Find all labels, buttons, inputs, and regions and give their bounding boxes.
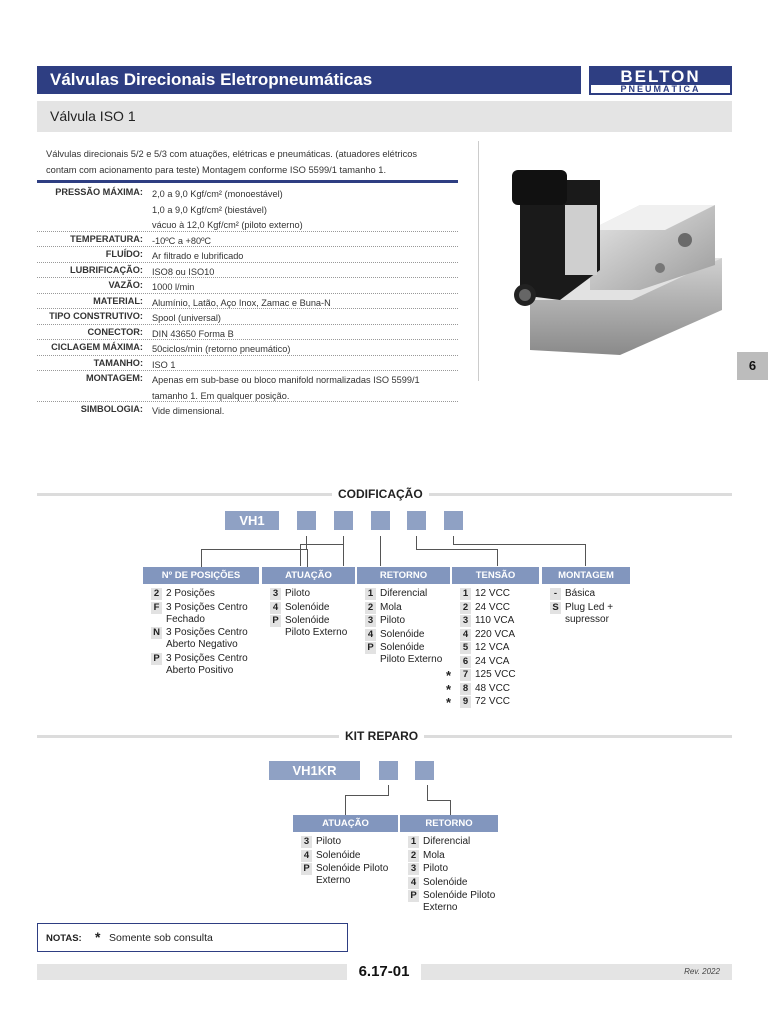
option-key: 3 xyxy=(301,836,312,848)
spec-label: TEMPERATURA: xyxy=(70,233,143,244)
option-list xyxy=(550,588,632,627)
option-item xyxy=(408,836,500,848)
option-text: Solenóide xyxy=(380,628,425,640)
option-item xyxy=(408,890,500,914)
option-key: P xyxy=(151,653,162,665)
connector-mounting-a xyxy=(453,536,454,544)
revision: Rev. 2022 xyxy=(684,967,720,976)
option-key: - xyxy=(550,588,561,600)
option-item xyxy=(151,602,261,626)
option-key: 2 xyxy=(365,602,376,614)
kit-slot-actuation xyxy=(379,761,398,780)
spec-value xyxy=(152,187,462,234)
option-key: 4 xyxy=(460,629,471,641)
option-key: 7 xyxy=(460,669,471,681)
spec-value-line: 1000 l/min xyxy=(152,282,195,292)
spec-value-line: Apenas em sub-base ou bloco manifold normalizadas ISO 5599/1 xyxy=(152,375,420,385)
kit-connector-e xyxy=(427,800,450,801)
spec-value-line: Spool (universal) xyxy=(152,313,221,323)
page-title: Válvulas Direcionais Eletropneumáticas xyxy=(50,70,373,89)
option-key: S xyxy=(550,602,561,614)
kit-connector-c xyxy=(345,795,346,815)
option-item xyxy=(446,668,541,683)
column-header: RETORNO xyxy=(357,567,450,584)
spec-separator xyxy=(37,339,458,340)
option-key: 5 xyxy=(460,642,471,654)
option-item xyxy=(365,642,452,666)
coding-slot-return xyxy=(371,511,390,530)
option-item xyxy=(365,588,452,600)
spec-label: CONECTOR: xyxy=(87,326,143,337)
option-text: Piloto xyxy=(285,588,311,599)
option-text: 3 Posições Centro Aberto Negativo xyxy=(166,627,248,650)
option-item xyxy=(460,602,541,614)
option-item xyxy=(550,588,632,600)
option-star: * xyxy=(446,681,452,697)
option-key: P xyxy=(270,615,281,627)
spec-value-line: Ar filtrado e lubrificado xyxy=(152,251,244,261)
option-text: Piloto xyxy=(316,836,342,847)
option-text: Solenóide Piloto Externo xyxy=(423,890,496,913)
option-key: 1 xyxy=(365,588,376,600)
connector-actuation-c xyxy=(300,544,301,566)
option-item xyxy=(301,836,400,848)
option-list xyxy=(446,588,541,710)
connector-voltage-a xyxy=(416,536,417,549)
spec-rule xyxy=(37,180,458,183)
belton-logo xyxy=(589,66,732,95)
notes-text: Somente sob consulta xyxy=(109,932,213,944)
spec-value-line: 50ciclos/min (retorno pneumático) xyxy=(152,344,291,354)
option-key: 1 xyxy=(460,588,471,600)
spec-label: FLUÍDO: xyxy=(105,249,143,259)
coding-slot-positions xyxy=(297,511,316,530)
spec-label: LUBRIFICAÇÃO: xyxy=(70,264,143,275)
spec-separator xyxy=(37,355,458,356)
option-text: 12 VCA xyxy=(475,642,510,653)
spec-separator xyxy=(37,308,458,309)
coding-slot-mounting xyxy=(444,511,463,530)
page-number: 6.17-01 xyxy=(347,961,421,983)
option-item xyxy=(408,877,500,889)
option-text: Solenóide xyxy=(316,849,361,861)
spec-label: MATERIAL: xyxy=(93,295,143,306)
option-key: 4 xyxy=(408,877,419,889)
valve-product-image xyxy=(500,150,725,360)
connector-mounting-c xyxy=(585,544,586,566)
option-list xyxy=(365,588,452,668)
option-key: 9 xyxy=(460,696,471,708)
kit-connector-a xyxy=(388,785,389,795)
spec-value-line: Vide dimensional. xyxy=(152,406,225,416)
option-text: 2 Posições xyxy=(166,588,215,599)
option-key: 3 xyxy=(365,615,376,627)
connector-voltage-c xyxy=(497,549,498,566)
column-header: ATUAÇÃO xyxy=(293,815,398,832)
kit-slot-return xyxy=(415,761,434,780)
spec-value-line: ISO8 ou ISO10 xyxy=(152,266,215,277)
intro-line-1: Válvulas direcionais 5/2 e 5/3 com atuações, elétricas e pneumáticas. (atuadores elétricos xyxy=(46,149,418,159)
spec-label: TAMANHO: xyxy=(93,357,143,368)
option-text: 24 VCC xyxy=(475,601,511,613)
connector-actuation-b xyxy=(300,544,344,545)
option-key: F xyxy=(151,602,162,614)
subtitle-bar xyxy=(37,101,732,132)
option-text: 24 VCA xyxy=(475,655,510,667)
option-key: 4 xyxy=(301,850,312,862)
option-item xyxy=(365,615,452,627)
column-header: MONTAGEM xyxy=(542,567,630,584)
kit-title: KIT REPARO xyxy=(339,729,424,743)
option-item xyxy=(151,653,261,677)
option-key: 2 xyxy=(151,588,162,600)
option-text: 3 Posições Centro Aberto Positivo xyxy=(166,652,248,676)
option-text: Solenóide xyxy=(423,876,468,888)
spec-separator xyxy=(37,231,458,232)
option-text: Solenóide Piloto Externo xyxy=(316,863,389,886)
option-text: 220 VCA xyxy=(475,628,516,640)
option-text: 48 VCC xyxy=(475,682,511,694)
option-text: Piloto xyxy=(423,863,449,874)
option-text: 3 Posições Centro Fechado xyxy=(166,601,248,625)
option-text: 12 VCC xyxy=(475,588,511,599)
coding-title: CODIFICAÇÃO xyxy=(332,487,429,501)
spec-label: MONTAGEM: xyxy=(86,373,143,383)
connector-voltage-b xyxy=(416,549,497,550)
option-item xyxy=(270,615,357,639)
option-key: 2 xyxy=(460,602,471,614)
logo-wordmark: BELTON xyxy=(591,68,730,85)
column-header: ATUAÇÃO xyxy=(262,567,355,584)
option-item xyxy=(270,588,357,600)
option-item xyxy=(301,850,400,862)
spec-value-line: DIN 43650 Forma B xyxy=(152,328,234,339)
intro-line-2: contam com acionamento para teste) Montagem conforme ISO 5599/1 tamanho 1. xyxy=(46,165,387,175)
option-list xyxy=(151,588,261,678)
option-text: Solenóide Piloto Externo xyxy=(380,642,443,665)
option-item xyxy=(460,588,541,600)
option-text: Mola xyxy=(423,849,445,861)
subtitle: Válvula ISO 1 xyxy=(50,108,136,124)
connector-positions xyxy=(201,549,308,567)
notes-label: NOTAS: xyxy=(46,933,82,944)
option-item xyxy=(270,602,357,614)
option-item xyxy=(408,850,500,862)
spec-value xyxy=(152,373,462,404)
spec-separator xyxy=(37,277,458,278)
option-item xyxy=(365,602,452,614)
spec-label: VAZÃO: xyxy=(108,280,143,290)
option-key: 8 xyxy=(460,683,471,695)
option-text: Básica xyxy=(565,588,596,599)
spec-value-line: Alumínio, Latão, Aço Inox, Zamac e Buna-N xyxy=(152,297,331,308)
option-item xyxy=(408,863,500,875)
option-key: N xyxy=(151,627,162,639)
spec-value-line: ISO 1 xyxy=(152,359,176,370)
option-text: Solenóide xyxy=(285,601,330,613)
spec-value-line: tamanho 1. Em qualquer posição. xyxy=(152,390,290,401)
spec-separator xyxy=(37,401,458,402)
spec-label: PRESSÃO MÁXIMA: xyxy=(55,187,143,197)
option-text: Mola xyxy=(380,601,402,613)
coding-slot-actuation xyxy=(334,511,353,530)
spec-separator xyxy=(37,246,458,247)
option-item xyxy=(151,588,261,600)
kit-connector-f xyxy=(450,800,451,815)
option-item xyxy=(460,656,541,668)
spec-separator xyxy=(37,324,458,325)
spec-value-line: vácuo à 12,0 Kgf/cm² (piloto externo) xyxy=(152,220,303,230)
coding-slot-voltage xyxy=(407,511,426,530)
column-header: RETORNO xyxy=(400,815,498,832)
option-key: 3 xyxy=(408,863,419,875)
option-key: 3 xyxy=(460,615,471,627)
connector-return xyxy=(380,536,381,566)
intro-text xyxy=(46,146,456,178)
option-text: Diferencial xyxy=(380,588,428,599)
coding-code-box: VH1 xyxy=(225,511,279,530)
option-text: 125 VCC xyxy=(475,669,516,680)
option-item xyxy=(365,629,452,641)
option-key: 6 xyxy=(460,656,471,668)
option-text: Piloto xyxy=(380,615,406,626)
option-key: 2 xyxy=(408,850,419,862)
option-item xyxy=(550,602,632,626)
option-key: 4 xyxy=(270,602,281,614)
kit-connector-b xyxy=(345,795,389,796)
spec-value-line: -10ºC a +80ºC xyxy=(152,235,212,246)
option-item xyxy=(446,695,541,710)
column-header: TENSÃO xyxy=(452,567,539,584)
spec-separator xyxy=(37,293,458,294)
option-list xyxy=(408,836,500,916)
option-item xyxy=(460,615,541,627)
option-item xyxy=(151,627,261,651)
option-text: 72 VCC xyxy=(475,696,511,707)
option-key: P xyxy=(365,642,376,654)
option-item xyxy=(446,681,541,697)
option-item xyxy=(301,863,400,887)
spec-value xyxy=(152,404,462,420)
option-key: 1 xyxy=(408,836,419,848)
spec-separator xyxy=(37,262,458,263)
section-tab: 6 xyxy=(737,352,768,380)
spec-label: TIPO CONSTRUTIVO: xyxy=(49,311,143,321)
kit-connector-d xyxy=(427,785,428,800)
spec-separator xyxy=(37,370,458,371)
option-text: 110 VCA xyxy=(475,615,515,626)
option-key: P xyxy=(301,863,312,875)
kit-code-box: VH1KR xyxy=(269,761,360,780)
column-divider xyxy=(478,141,479,381)
notes-box xyxy=(37,923,348,952)
option-key: 3 xyxy=(270,588,281,600)
option-text: Solenóide Piloto Externo xyxy=(285,615,348,638)
connector-mounting-b xyxy=(453,544,585,545)
column-header: Nº DE POSIÇÕES xyxy=(143,567,259,584)
notes-star: * xyxy=(95,929,101,945)
option-list xyxy=(301,836,400,889)
option-star: * xyxy=(446,668,452,683)
spec-value-line: 2,0 a 9,0 Kgf/cm² (monoestável) xyxy=(152,189,283,199)
option-item xyxy=(460,629,541,641)
option-list xyxy=(270,588,357,641)
connector-actuation-a xyxy=(343,536,344,566)
spec-label: SIMBOLOGIA: xyxy=(80,404,143,414)
option-text: Plug Led + supressor xyxy=(565,601,614,625)
spec-label: CICLAGEM MÁXIMA: xyxy=(51,342,143,352)
option-text: Diferencial xyxy=(423,836,471,847)
spec-value-line: 1,0 a 9,0 Kgf/cm² (biestável) xyxy=(152,204,267,215)
logo-tagline: PNEUMÁTICA xyxy=(620,84,701,94)
connector-positions-stem xyxy=(306,536,307,549)
option-star: * xyxy=(446,695,452,710)
option-key: 4 xyxy=(365,629,376,641)
option-item xyxy=(460,642,541,654)
option-key: P xyxy=(408,890,419,902)
